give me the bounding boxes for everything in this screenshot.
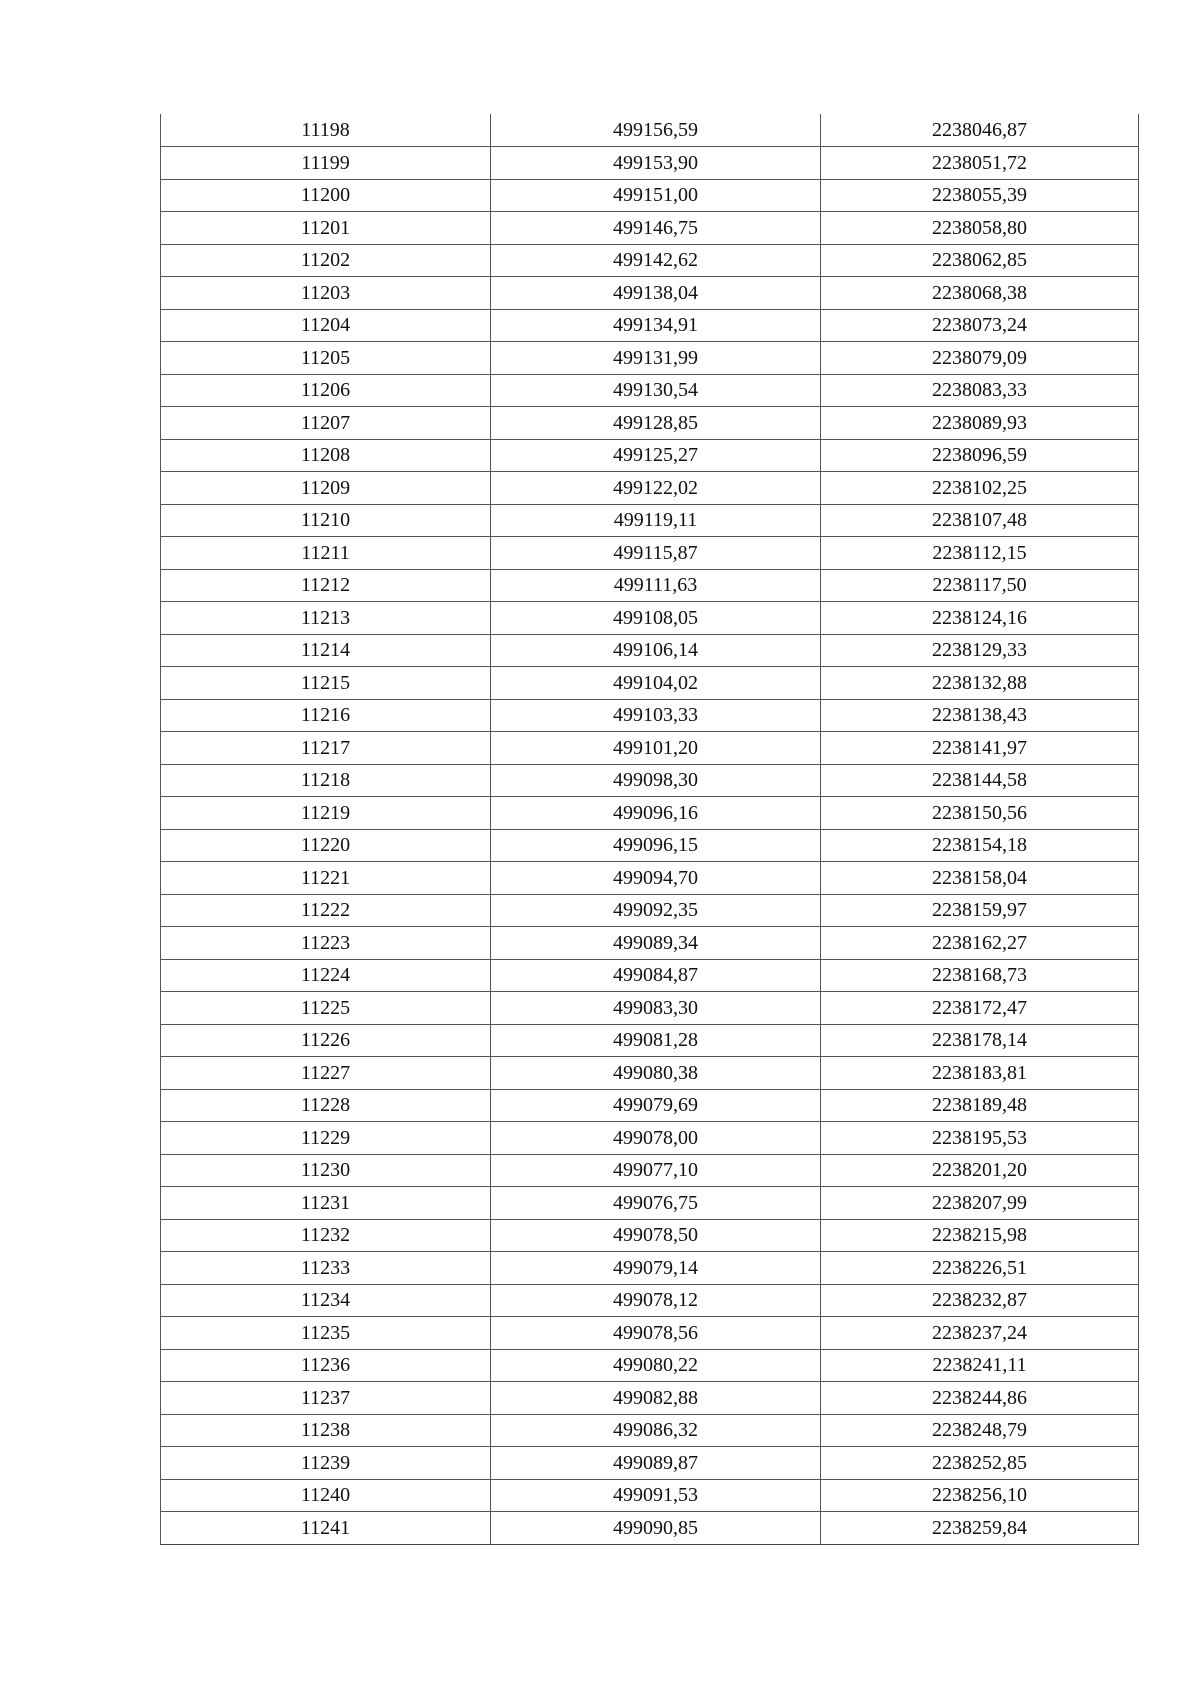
x-coordinate-cell: 499153,90 — [491, 147, 821, 180]
point-number-cell: 11229 — [161, 1122, 491, 1155]
y-coordinate-cell: 2238107,48 — [821, 504, 1139, 537]
y-coordinate-cell: 2238112,15 — [821, 537, 1139, 570]
y-coordinate-cell: 2238244,86 — [821, 1382, 1139, 1415]
table-row — [161, 1414, 1139, 1447]
y-coordinate-cell: 2238132,88 — [821, 667, 1139, 700]
table-row — [161, 829, 1139, 862]
table-row — [161, 342, 1139, 375]
x-coordinate-cell: 499078,56 — [491, 1317, 821, 1350]
x-coordinate-cell: 499108,05 — [491, 602, 821, 635]
point-number-cell: 11226 — [161, 1024, 491, 1057]
table-row — [161, 309, 1139, 342]
table-row — [161, 1479, 1139, 1512]
y-coordinate-cell: 2238252,85 — [821, 1447, 1139, 1480]
y-coordinate-cell: 2238055,39 — [821, 179, 1139, 212]
x-coordinate-cell: 499138,04 — [491, 277, 821, 310]
point-number-cell: 11223 — [161, 927, 491, 960]
table-row — [161, 277, 1139, 310]
point-number-cell: 11232 — [161, 1219, 491, 1252]
x-coordinate-cell: 499142,62 — [491, 244, 821, 277]
y-coordinate-cell: 2238195,53 — [821, 1122, 1139, 1155]
table-row — [161, 1252, 1139, 1285]
x-coordinate-cell: 499090,85 — [491, 1512, 821, 1545]
y-coordinate-cell: 2238102,25 — [821, 472, 1139, 505]
table-row — [161, 147, 1139, 180]
table-row — [161, 1187, 1139, 1220]
point-number-cell: 11230 — [161, 1154, 491, 1187]
x-coordinate-cell: 499078,12 — [491, 1284, 821, 1317]
x-coordinate-cell: 499103,33 — [491, 699, 821, 732]
table-row — [161, 1154, 1139, 1187]
table-row — [161, 764, 1139, 797]
table-row — [161, 1349, 1139, 1382]
x-coordinate-cell: 499092,35 — [491, 894, 821, 927]
x-coordinate-cell: 499091,53 — [491, 1479, 821, 1512]
x-coordinate-cell: 499079,14 — [491, 1252, 821, 1285]
y-coordinate-cell: 2238083,33 — [821, 374, 1139, 407]
y-coordinate-cell: 2238215,98 — [821, 1219, 1139, 1252]
y-coordinate-cell: 2238150,56 — [821, 797, 1139, 830]
coordinate-table — [160, 114, 1139, 1545]
y-coordinate-cell: 2238129,33 — [821, 634, 1139, 667]
table-row — [161, 407, 1139, 440]
point-number-cell: 11238 — [161, 1414, 491, 1447]
y-coordinate-cell: 2238232,87 — [821, 1284, 1139, 1317]
point-number-cell: 11233 — [161, 1252, 491, 1285]
point-number-cell: 11214 — [161, 634, 491, 667]
point-number-cell: 11205 — [161, 342, 491, 375]
point-number-cell: 11228 — [161, 1089, 491, 1122]
point-number-cell: 11220 — [161, 829, 491, 862]
point-number-cell: 11241 — [161, 1512, 491, 1545]
point-number-cell: 11203 — [161, 277, 491, 310]
x-coordinate-cell: 499106,14 — [491, 634, 821, 667]
table-row — [161, 114, 1139, 147]
y-coordinate-cell: 2238089,93 — [821, 407, 1139, 440]
x-coordinate-cell: 499151,00 — [491, 179, 821, 212]
point-number-cell: 11240 — [161, 1479, 491, 1512]
table-row — [161, 1382, 1139, 1415]
table-row — [161, 1284, 1139, 1317]
x-coordinate-cell: 499081,28 — [491, 1024, 821, 1057]
point-number-cell: 11206 — [161, 374, 491, 407]
y-coordinate-cell: 2238226,51 — [821, 1252, 1139, 1285]
y-coordinate-cell: 2238051,72 — [821, 147, 1139, 180]
coordinate-table-body — [161, 114, 1139, 1544]
y-coordinate-cell: 2238172,47 — [821, 992, 1139, 1025]
y-coordinate-cell: 2238248,79 — [821, 1414, 1139, 1447]
x-coordinate-cell: 499130,54 — [491, 374, 821, 407]
y-coordinate-cell: 2238178,14 — [821, 1024, 1139, 1057]
x-coordinate-cell: 499084,87 — [491, 959, 821, 992]
table-row — [161, 1447, 1139, 1480]
table-row — [161, 667, 1139, 700]
table-row — [161, 537, 1139, 570]
y-coordinate-cell: 2238046,87 — [821, 114, 1139, 147]
y-coordinate-cell: 2238096,59 — [821, 439, 1139, 472]
point-number-cell: 11221 — [161, 862, 491, 895]
point-number-cell: 11209 — [161, 472, 491, 505]
point-number-cell: 11234 — [161, 1284, 491, 1317]
x-coordinate-cell: 499101,20 — [491, 732, 821, 765]
point-number-cell: 11200 — [161, 179, 491, 212]
y-coordinate-cell: 2238117,50 — [821, 569, 1139, 602]
point-number-cell: 11212 — [161, 569, 491, 602]
x-coordinate-cell: 499076,75 — [491, 1187, 821, 1220]
table-row — [161, 959, 1139, 992]
x-coordinate-cell: 499115,87 — [491, 537, 821, 570]
table-row — [161, 732, 1139, 765]
x-coordinate-cell: 499096,16 — [491, 797, 821, 830]
x-coordinate-cell: 499156,59 — [491, 114, 821, 147]
table-row — [161, 504, 1139, 537]
x-coordinate-cell: 499089,87 — [491, 1447, 821, 1480]
x-coordinate-cell: 499078,00 — [491, 1122, 821, 1155]
point-number-cell: 11236 — [161, 1349, 491, 1382]
x-coordinate-cell: 499083,30 — [491, 992, 821, 1025]
x-coordinate-cell: 499119,11 — [491, 504, 821, 537]
point-number-cell: 11213 — [161, 602, 491, 635]
table-row — [161, 992, 1139, 1025]
point-number-cell: 11218 — [161, 764, 491, 797]
x-coordinate-cell: 499078,50 — [491, 1219, 821, 1252]
point-number-cell: 11208 — [161, 439, 491, 472]
point-number-cell: 11222 — [161, 894, 491, 927]
table-row — [161, 1057, 1139, 1090]
y-coordinate-cell: 2238062,85 — [821, 244, 1139, 277]
x-coordinate-cell: 499082,88 — [491, 1382, 821, 1415]
x-coordinate-cell: 499098,30 — [491, 764, 821, 797]
x-coordinate-cell: 499096,15 — [491, 829, 821, 862]
table-row — [161, 1512, 1139, 1545]
x-coordinate-cell: 499086,32 — [491, 1414, 821, 1447]
x-coordinate-cell: 499080,38 — [491, 1057, 821, 1090]
y-coordinate-cell: 2238124,16 — [821, 602, 1139, 635]
x-coordinate-cell: 499104,02 — [491, 667, 821, 700]
point-number-cell: 11215 — [161, 667, 491, 700]
x-coordinate-cell: 499079,69 — [491, 1089, 821, 1122]
point-number-cell: 11199 — [161, 147, 491, 180]
x-coordinate-cell: 499125,27 — [491, 439, 821, 472]
table-row — [161, 472, 1139, 505]
table-row — [161, 797, 1139, 830]
y-coordinate-cell: 2238159,97 — [821, 894, 1139, 927]
table-row — [161, 374, 1139, 407]
point-number-cell: 11237 — [161, 1382, 491, 1415]
point-number-cell: 11227 — [161, 1057, 491, 1090]
y-coordinate-cell: 2238183,81 — [821, 1057, 1139, 1090]
y-coordinate-cell: 2238256,10 — [821, 1479, 1139, 1512]
point-number-cell: 11207 — [161, 407, 491, 440]
table-row — [161, 569, 1139, 602]
x-coordinate-cell: 499080,22 — [491, 1349, 821, 1382]
table-row — [161, 212, 1139, 245]
y-coordinate-cell: 2238259,84 — [821, 1512, 1139, 1545]
point-number-cell: 11239 — [161, 1447, 491, 1480]
y-coordinate-cell: 2238144,58 — [821, 764, 1139, 797]
x-coordinate-cell: 499089,34 — [491, 927, 821, 960]
table-row — [161, 1122, 1139, 1155]
y-coordinate-cell: 2238058,80 — [821, 212, 1139, 245]
y-coordinate-cell: 2238168,73 — [821, 959, 1139, 992]
table-row — [161, 1317, 1139, 1350]
table-row — [161, 179, 1139, 212]
y-coordinate-cell: 2238158,04 — [821, 862, 1139, 895]
point-number-cell: 11224 — [161, 959, 491, 992]
table-row — [161, 862, 1139, 895]
y-coordinate-cell: 2238189,48 — [821, 1089, 1139, 1122]
point-number-cell: 11219 — [161, 797, 491, 830]
point-number-cell: 11210 — [161, 504, 491, 537]
y-coordinate-cell: 2238068,38 — [821, 277, 1139, 310]
point-number-cell: 11202 — [161, 244, 491, 277]
x-coordinate-cell: 499077,10 — [491, 1154, 821, 1187]
x-coordinate-cell: 499131,99 — [491, 342, 821, 375]
y-coordinate-cell: 2238141,97 — [821, 732, 1139, 765]
point-number-cell: 11211 — [161, 537, 491, 570]
y-coordinate-cell: 2238237,24 — [821, 1317, 1139, 1350]
table-row — [161, 894, 1139, 927]
y-coordinate-cell: 2238162,27 — [821, 927, 1139, 960]
y-coordinate-cell: 2238201,20 — [821, 1154, 1139, 1187]
point-number-cell: 11235 — [161, 1317, 491, 1350]
table-row — [161, 244, 1139, 277]
y-coordinate-cell: 2238207,99 — [821, 1187, 1139, 1220]
table-row — [161, 1219, 1139, 1252]
y-coordinate-cell: 2238138,43 — [821, 699, 1139, 732]
point-number-cell: 11217 — [161, 732, 491, 765]
table-row — [161, 927, 1139, 960]
y-coordinate-cell: 2238241,11 — [821, 1349, 1139, 1382]
table-row — [161, 1089, 1139, 1122]
point-number-cell: 11201 — [161, 212, 491, 245]
point-number-cell: 11231 — [161, 1187, 491, 1220]
y-coordinate-cell: 2238073,24 — [821, 309, 1139, 342]
y-coordinate-cell: 2238079,09 — [821, 342, 1139, 375]
table-row — [161, 634, 1139, 667]
x-coordinate-cell: 499134,91 — [491, 309, 821, 342]
x-coordinate-cell: 499094,70 — [491, 862, 821, 895]
x-coordinate-cell: 499128,85 — [491, 407, 821, 440]
point-number-cell: 11216 — [161, 699, 491, 732]
point-number-cell: 11225 — [161, 992, 491, 1025]
x-coordinate-cell: 499122,02 — [491, 472, 821, 505]
point-number-cell: 11198 — [161, 114, 491, 147]
table-row — [161, 1024, 1139, 1057]
y-coordinate-cell: 2238154,18 — [821, 829, 1139, 862]
x-coordinate-cell: 499111,63 — [491, 569, 821, 602]
x-coordinate-cell: 499146,75 — [491, 212, 821, 245]
point-number-cell: 11204 — [161, 309, 491, 342]
table-row — [161, 602, 1139, 635]
table-row — [161, 439, 1139, 472]
table-row — [161, 699, 1139, 732]
